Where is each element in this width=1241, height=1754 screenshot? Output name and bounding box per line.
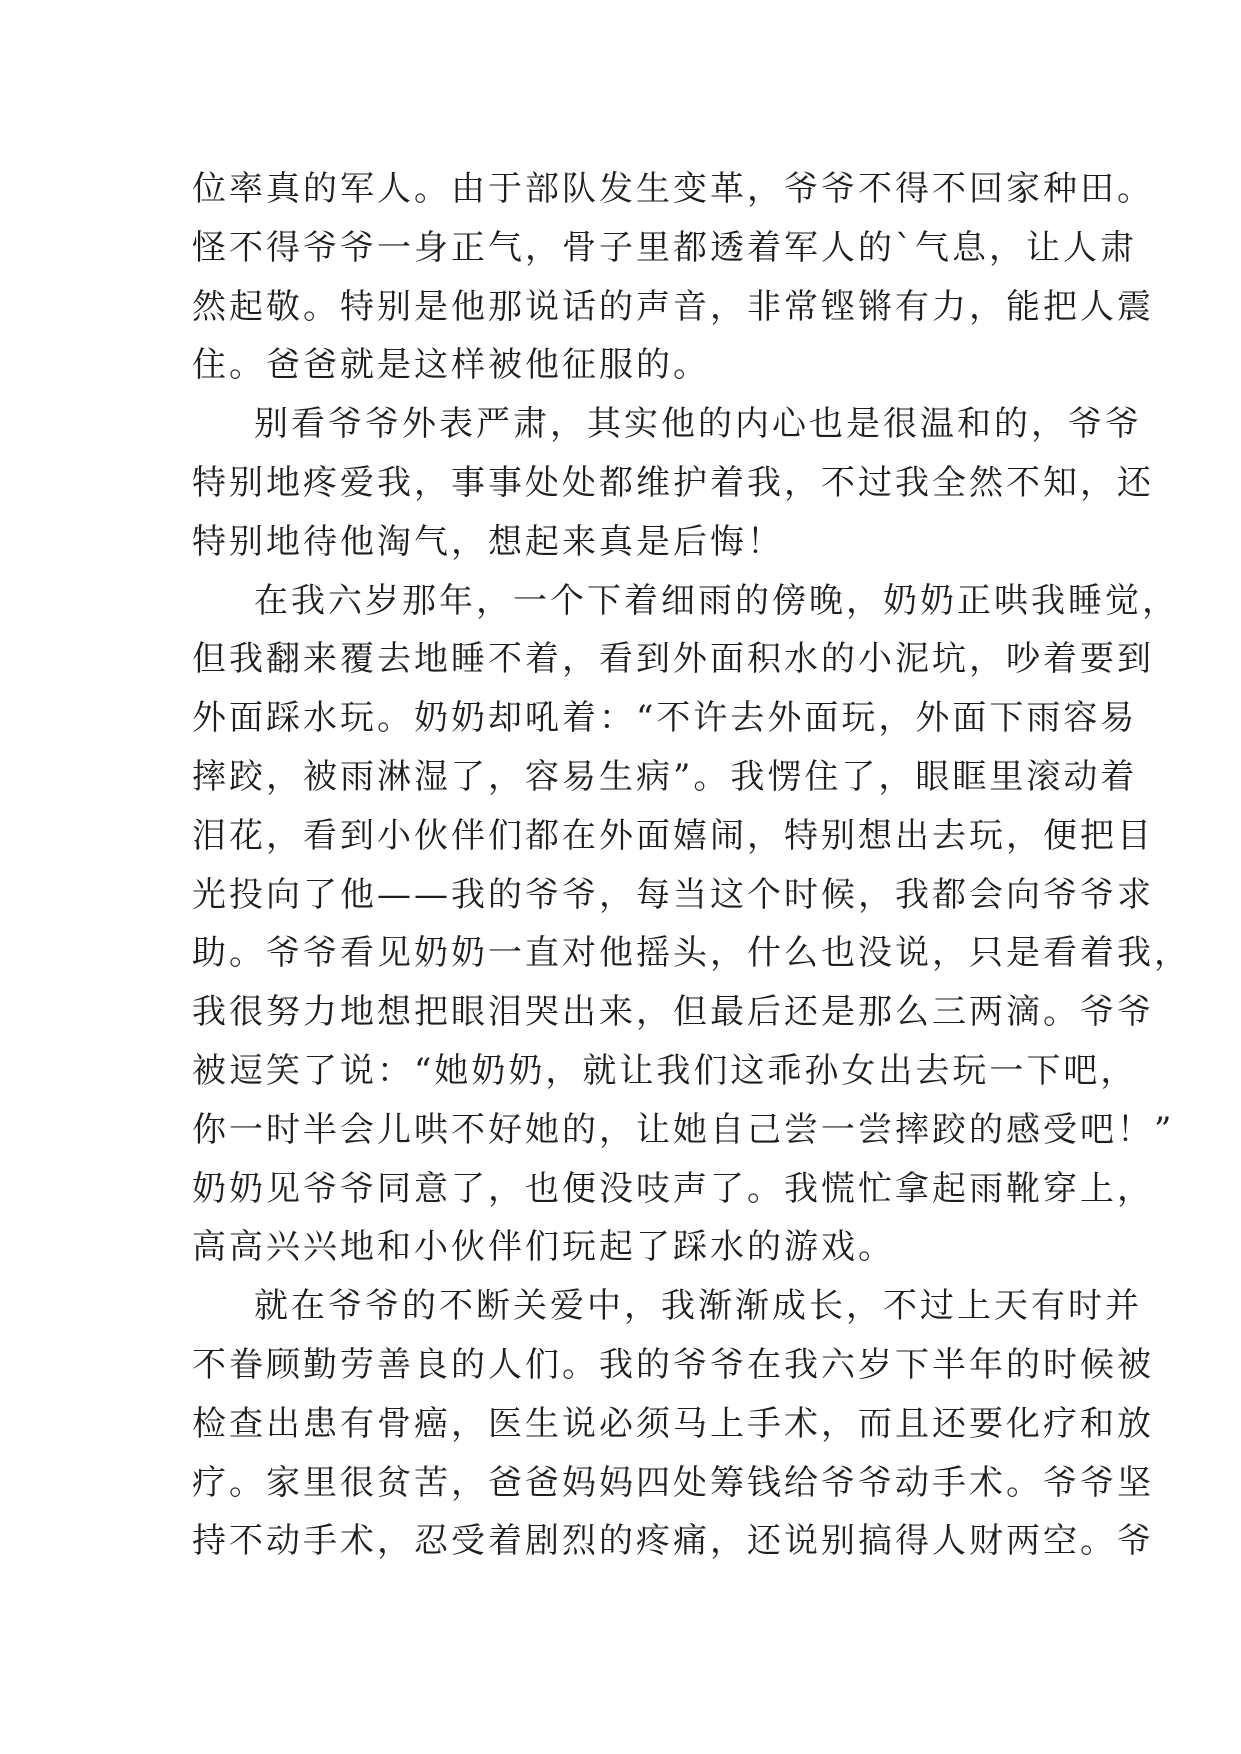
text-line: 但我翻来覆去地睡不着，看到外面积水的小泥坑，吵着要到 <box>192 639 1154 680</box>
text-line: 疗。家里很贫苦，爸爸妈妈四处筹钱给爷爷动手术。爷爷坚 <box>192 1462 1154 1503</box>
text-line: 泪花，看到小伙伴们都在外面嬉闹，特别想出去玩，便把目 <box>192 815 1154 856</box>
paragraph-first-line: 就在爷爷的不断关爱中，我渐渐成长，不过上天有时并 <box>254 1286 1142 1327</box>
text-line: 特别地待他淘气，想起来真是后悔！ <box>192 521 784 562</box>
text-line: 不眷顾勤劳善良的人们。我的爷爷在我六岁下半年的时候被 <box>192 1344 1154 1385</box>
text-line: 检查出患有骨癌，医生说必须马上手术，而且还要化疗和放 <box>192 1403 1154 1444</box>
text-line: 怪不得爷爷一身正气，骨子里都透着军人的`气息，让人肃 <box>192 227 1137 268</box>
text-line: 奶奶见爷爷同意了，也便没吱声了。我慌忙拿起雨靴穿上， <box>192 1168 1154 1209</box>
text-line: 光投向了他——我的爷爷，每当这个时候，我都会向爷爷求 <box>192 874 1154 915</box>
text-line: 位率真的军人。由于部队发生变革，爷爷不得不回家种田。 <box>192 169 1154 209</box>
text-line: 被逗笑了说：“她奶奶，就让我们这乖孙女出去玩一下吧， <box>192 1050 1138 1091</box>
paragraph-first-line: 别看爷爷外表严肃，其实他的内心也是很温和的，爷爷 <box>254 404 1142 445</box>
text-line: 然起敬。特别是他那说话的声音，非常铿锵有力，能把人震 <box>192 286 1154 327</box>
text-line: 高高兴兴地和小伙伴们玩起了踩水的游戏。 <box>192 1227 895 1268</box>
text-line: 特别地疼爱我，事事处处都维护着我，不过我全然不知，还 <box>192 462 1154 503</box>
body-text <box>192 160 1191 1571</box>
text-line: 持不动手术，忍受着剧烈的疼痛，还说别搞得人财两空。爷 <box>192 1521 1154 1562</box>
paragraph-first-line: 在我六岁那年，一个下着细雨的傍晚，奶奶正哄我睡觉， <box>254 580 1179 621</box>
text-line: 你一时半会儿哄不好她的，让她自己尝一尝摔跤的感受吧！” <box>192 1109 1175 1150</box>
text-line: 住。爸爸就是这样被他征服的。 <box>192 345 710 386</box>
text-line: 我很努力地想把眼泪哭出来，但最后还是那么三两滴。爷爷 <box>192 992 1154 1033</box>
text-line: 助。爷爷看见奶奶一直对他摇头，什么也没说，只是看着我， <box>192 933 1191 974</box>
text-line: 外面踩水玩。奶奶却吼着：“不许去外面玩，外面下雨容易 <box>192 698 1138 739</box>
text-line: 摔跤，被雨淋湿了，容易生病”。我愣住了，眼眶里滚动着 <box>192 756 1138 797</box>
